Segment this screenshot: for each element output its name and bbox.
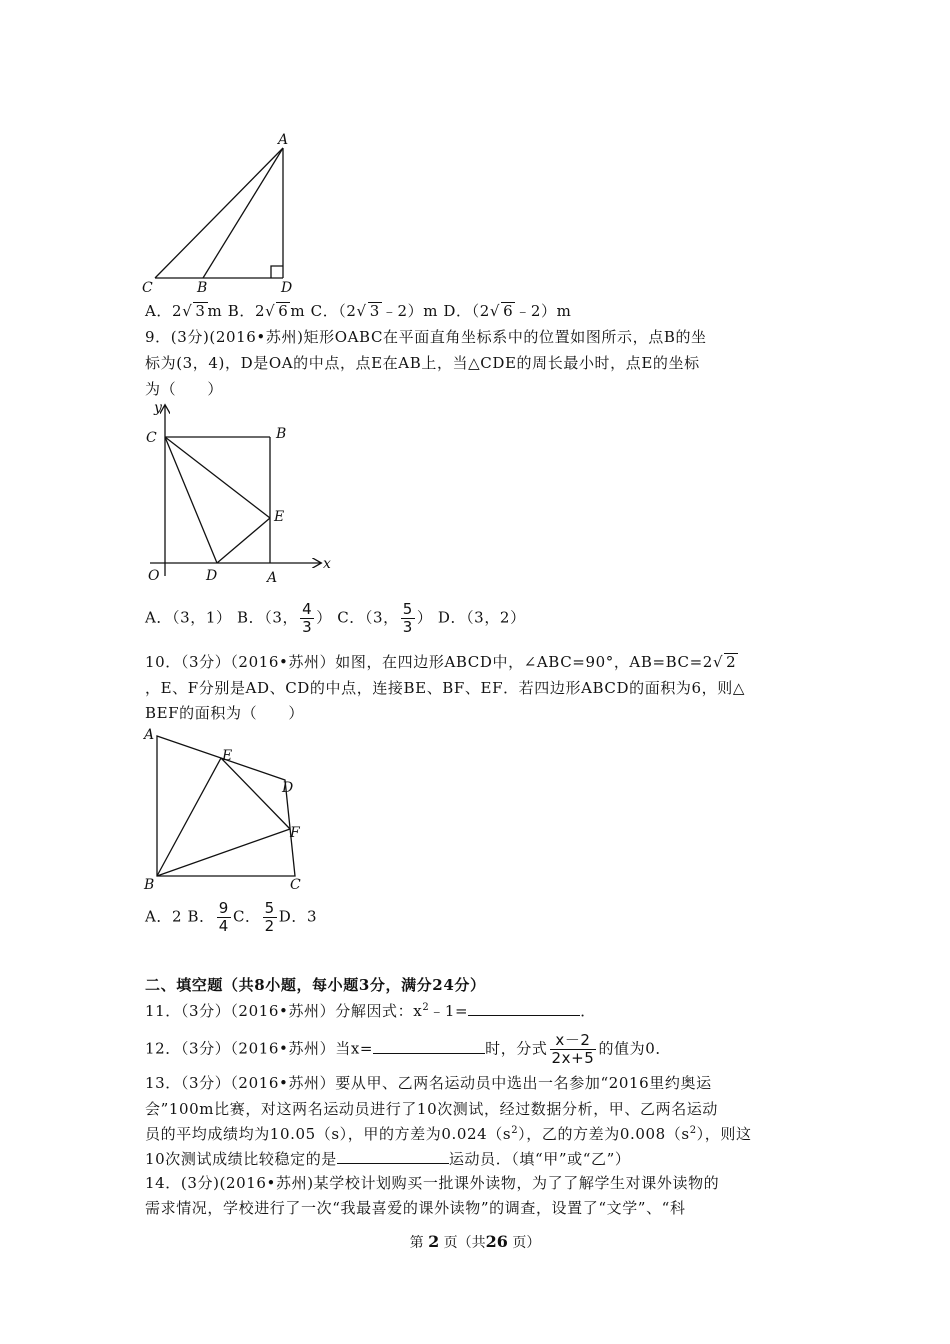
q13-line4: 10次测试成绩比较稳定的是 运动员．（填“甲”或“乙”）	[145, 1150, 631, 1168]
q12: 12．（3分）（2016•苏州）当x= 时，分式 $\frac{x-2}{2x+5}$ 的值为0．	[145, 1031, 671, 1067]
q13-line2: 会”100m比赛，对这两名运动员进行了10次测试，经过数据分析，甲、乙两名运动	[145, 1100, 719, 1118]
page-footer: 第 2 页（共26 页）	[409, 1232, 541, 1251]
label-D: D	[282, 780, 294, 796]
q14-line2: 需求情况，学校进行了一次“我最喜爱的课外读物”的调查，设置了“文学”、“科	[145, 1199, 686, 1217]
figure-triangle	[140, 130, 310, 295]
figure-quadrilateral	[140, 722, 320, 894]
q11: 11．（3分）（2016•苏州）分解因式：$x^2﹣1=$ ．	[145, 1002, 596, 1020]
q9-line3: 为（ ）	[145, 380, 224, 398]
answer-blank	[468, 1001, 580, 1016]
label-B: B	[197, 280, 208, 295]
label-A: A	[267, 570, 278, 586]
label-C: C	[290, 877, 301, 893]
label-O: O	[148, 568, 160, 584]
answer-blank	[373, 1039, 485, 1054]
label-A: A	[278, 132, 289, 148]
figure-coordinate-rectangle	[140, 398, 340, 588]
q10-line2: ，E、F分别是AD、CD的中点，连接BE、BF、EF．若四边形ABCD的面积为6，则△	[145, 679, 745, 697]
label-C: C	[142, 280, 153, 295]
label-B: B	[276, 426, 287, 442]
label-E: E	[274, 509, 285, 525]
q10-line1: 10．（3分）（2016•苏州）如图，在四边形ABCD中，∠ABC=90°，AB=BC=2√ 2	[145, 653, 737, 671]
label-C: C	[146, 430, 157, 446]
label-D: D	[206, 568, 218, 584]
label-A: A	[144, 727, 155, 743]
label-F: F	[290, 825, 300, 841]
q9-line2: 标为(3，4)，D是OA的中点，点E在AB上，当△CDE的周长最小时，点E的坐标	[145, 354, 700, 372]
q9-options: A．（3，1） B．（3， $\frac{4}{3}$ ） C．（3， $\frac{5}{3}$ ） D．（3，2）	[145, 600, 526, 636]
q14-line1: 14．(3分)(2016•苏州)某学校计划购买一批课外读物，为了了解学生对课外读物的	[145, 1174, 720, 1192]
q13-line1: 13．（3分）（2016•苏州）要从甲、乙两名运动员中选出一名参加“2016里约奥运	[145, 1074, 712, 1092]
q9-line1: 9．(3分)(2016•苏州)矩形OABC在平面直角坐标系中的位置如图所示，点B的坐	[145, 328, 707, 346]
q10-line3: BEF的面积为（ ）	[145, 704, 304, 722]
label-y: y	[154, 400, 162, 416]
label-E: E	[222, 748, 233, 764]
label-B: B	[144, 877, 155, 893]
label-D: D	[281, 280, 293, 295]
answer-blank	[337, 1149, 449, 1164]
q10-options: A．2 B． $\frac{9}{4}$ C． $\frac{5}{2}$ D．3	[145, 899, 318, 935]
section-title: 二、填空题（共8小题，每小题3分，满分24分）	[145, 976, 486, 994]
label-x: x	[323, 556, 331, 572]
q8-options: A．2√ 3 m B．2√ 6 m C．（2√ 3 ﹣2）m D．（2√ 6 ﹣2）m	[145, 302, 572, 320]
q13-line3: 员的平均成绩均为10.05（s），甲的方差为$0.024(s^2)$，乙的方差为$0.008(s^2)$，则这	[145, 1125, 752, 1143]
